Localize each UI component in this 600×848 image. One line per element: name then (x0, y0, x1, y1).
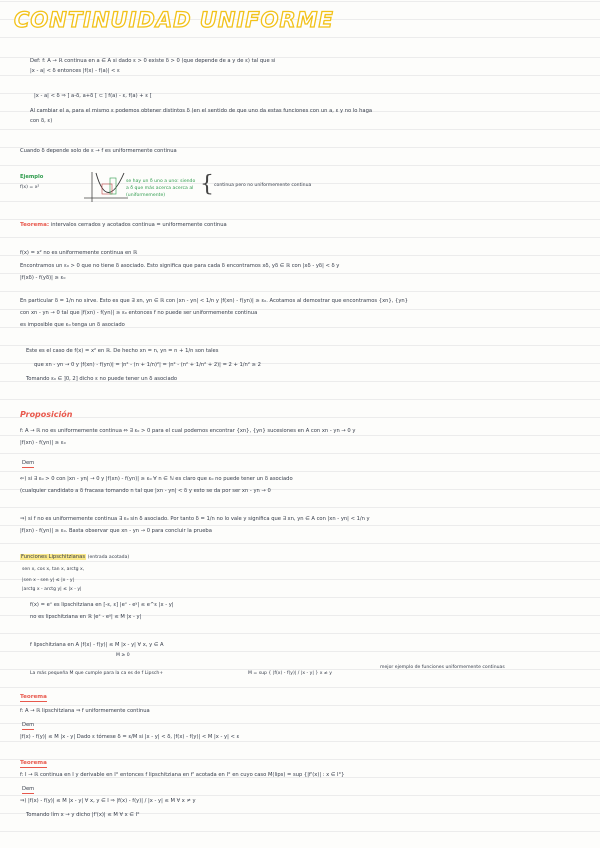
lipschitz-line-6: f lipschitziana en A |f(x) - f(y)| ≤ M |x - y| ∀ x, y ∈ A (30, 642, 164, 648)
parabola-graph (80, 170, 130, 204)
brace-symbol: { (200, 172, 214, 197)
ejemplo-heading: Ejemplo (20, 174, 44, 180)
lipschitz-line-6b: M ≥ 0 (116, 653, 130, 658)
proposicion-line-1: f: A → ℝ no es uniformemente continua ⇔ ∃ ε₀ > 0 para el cual podemos encontrar {xn}, {yn} sucesiones en A con xn - yn → 0 y (20, 428, 356, 434)
teorema1-text: intervalos cerrados y acotados continua = uniformemente continua (50, 222, 227, 228)
contra-line-4: En particular δ = 1/n no sirve. Esto es que ∃ xn, yn ∈ ℝ con |xn - yn| < 1/n y |f(xn) - f(yn)| ≥ ε₀. Acotamos al demostrar que encontramos {xn}, {yn} (20, 298, 408, 304)
teorema3-dem: Dem (22, 786, 35, 792)
contra-line-6: es imposible que ε₀ tenga un δ asociado (20, 322, 125, 328)
lipschitz-line-4: f(x) = eˣ es lipschitziana en [-ε, ε] |eˣ - eʸ| ≤ e^ε |x - y| (30, 602, 174, 608)
teorema3-heading: Teorema (20, 760, 47, 766)
ejemplo-fx: f(x) = x² (20, 185, 40, 190)
def-line-2: |x - a| < δ entonces |f(x) - f(a)| < ε (30, 68, 120, 74)
teorema2-line-2: |f(x) - f(y)| ≤ M |x - y| Dado ε tómese δ = ε/M si |x - y| < δ, |f(x) - f(y)| < M |x - y| < ε (20, 734, 240, 740)
contra-line-5: con xn - yn → 0 tal que |f(xn) - f(yn)| ≥ ε₀ entonces f no puede ser uniformemente continua (20, 310, 258, 316)
lipschitz-line-2: |sen x - sen y| ≤ |x - y| (22, 578, 75, 583)
lipschitz-line-7c: mejor ejemplo de funciones uniformemente continuas (380, 665, 505, 670)
contra-line-1: f(x) = x² no es uniformemente continua en ℝ (20, 250, 138, 256)
ejemplo-note-3: (uniformemente) (126, 193, 166, 198)
teorema3-line-2: ⇒) |f(x) - f(y)| ≤ M |x - y| ∀ x, y ∈ I ⇒ |f(x) - f(y)| / |x - y| ≤ M ∀ x ≠ y (20, 798, 196, 804)
proposicion-line-2: |f(xn) - f(yn)| ≥ ε₀ (20, 440, 66, 446)
def-line-6: Cuando δ depende solo de ε → f es uniformemente continua (20, 148, 177, 154)
teorema3-line-1: f: I → ℝ continua en I y derivable en I° entonces f lipschitziana en f' acotada en I° en cuyo caso M(lips) = sup {|f'(x)| : x ∈ I°} (20, 772, 345, 778)
ejemplo-note-2: a δ que más acerca acerca al (126, 186, 194, 191)
contra-line-2: Encontramos un ε₀ > 0 que no tiene δ asociado. Esto significa que para cada δ encontramos xδ, yδ ∈ ℝ con |xδ - yδ| < δ y (20, 263, 340, 269)
teorema2-heading: Teorema (20, 694, 47, 700)
def-line-3: |x - a| < δ ⇒ ] a-δ, a+δ [ ⊂ ] f(a) - ε, f(a) + ε [ (34, 93, 152, 99)
lipschitz-line-7: La más pequeña M que cumple para la ca es de f Lipsch+ (30, 671, 164, 676)
proposicion-dem: Dem (22, 460, 35, 466)
lipschitz-line-3: |arctg x - arctg y| ≤ |x - y| (22, 587, 82, 592)
lipschitz-heading-note: (entrada acotada) (87, 555, 130, 560)
contra-line-8: que xn - yn → 0 y |f(xn) - f(yn)| = |n² - (n + 1/n)²| = |n² - (n² + 1/n² + 2)| = 2 + 1/n² ≥ 2 (34, 362, 261, 368)
proposicion-dem-1: ⇐) si ∃ ε₀ > 0 con |xn - yn| → 0 y |f(xn) - f(yn)| ≥ ε₀ ∀ n ∈ ℕ es claro que ε₀ no puede tener un δ asociado (20, 476, 293, 482)
def-line-1: Def: f: A → ℝ continua en a ∈ A si dado ε > 0 existe δ > 0 (que depende de a y de ε) tal que si (30, 58, 276, 64)
teorema1-heading: Teorema: (20, 222, 50, 228)
proposicion-dem-3: ⇒) si f no es uniformemente continua ∃ ε₀ sin δ asociado. Por tanto δ = 1/n no lo vale y significa que ∃ xn, yn ∈ A con |xn - yn| < 1/n y (20, 516, 370, 522)
proposicion-heading: Proposición (20, 410, 73, 419)
ejemplo-note-1: se hay un δ uno a uno: siendo (126, 179, 196, 184)
lipschitz-heading: Funciones Lipschitzianas (21, 554, 86, 560)
contra-line-7: Este es el caso de f(x) = x² en ℝ. De hecho xn = n, yn = n + 1/n son tales (26, 348, 219, 354)
def-line-4: Al cambiar el a, para el mismo ε podemos obtener distintos δ (en el sentido de que uno da estas funciones con un a, ε y no lo haga (30, 108, 373, 114)
def-line-5: con δ, ε) (30, 118, 53, 124)
proposicion-dem-2: (cualquier candidato a δ fracasa tomando n tal que |xn - yn| < δ y esto se da por ser xn - yn → 0 (20, 488, 271, 494)
lipschitz-line-1: sen x, cos x, tan x, arctg x, (22, 567, 85, 572)
contra-line-3: |f(xδ) - f(yδ)| ≥ ε₀ (20, 275, 66, 281)
teorema3-line-3: Tomando lím x → y dicho |f'(x)| ≤ M ∀ x ∈ I° (26, 812, 140, 818)
lipschitz-line-7b: M = sup { |f(x) - f(y)| / |x - y| } x ≠ y (248, 671, 332, 676)
teorema2-dem: Dem (22, 722, 35, 728)
ejemplo-brace-text: continua pero no uniformemente continua (214, 183, 312, 188)
page-title: CONTINUIDAD UNIFORME (14, 8, 334, 32)
contra-line-9: Tomando ε₀ ∈ ]0, 2] dicho ε no puede tener un δ asociado (26, 376, 178, 382)
teorema2-line-1: f: A → ℝ lipschitziana ⇒ f uniformemente continua (20, 708, 150, 714)
lipschitz-line-5: no es lipschitziana en ℝ |eˣ - eʸ| ≤ M |x - y| (30, 614, 142, 620)
proposicion-dem-4: |f(xn) - f(yn)| ≥ ε₀. Basta observar que xn - yn → 0 para concluir la prueba (20, 528, 212, 534)
